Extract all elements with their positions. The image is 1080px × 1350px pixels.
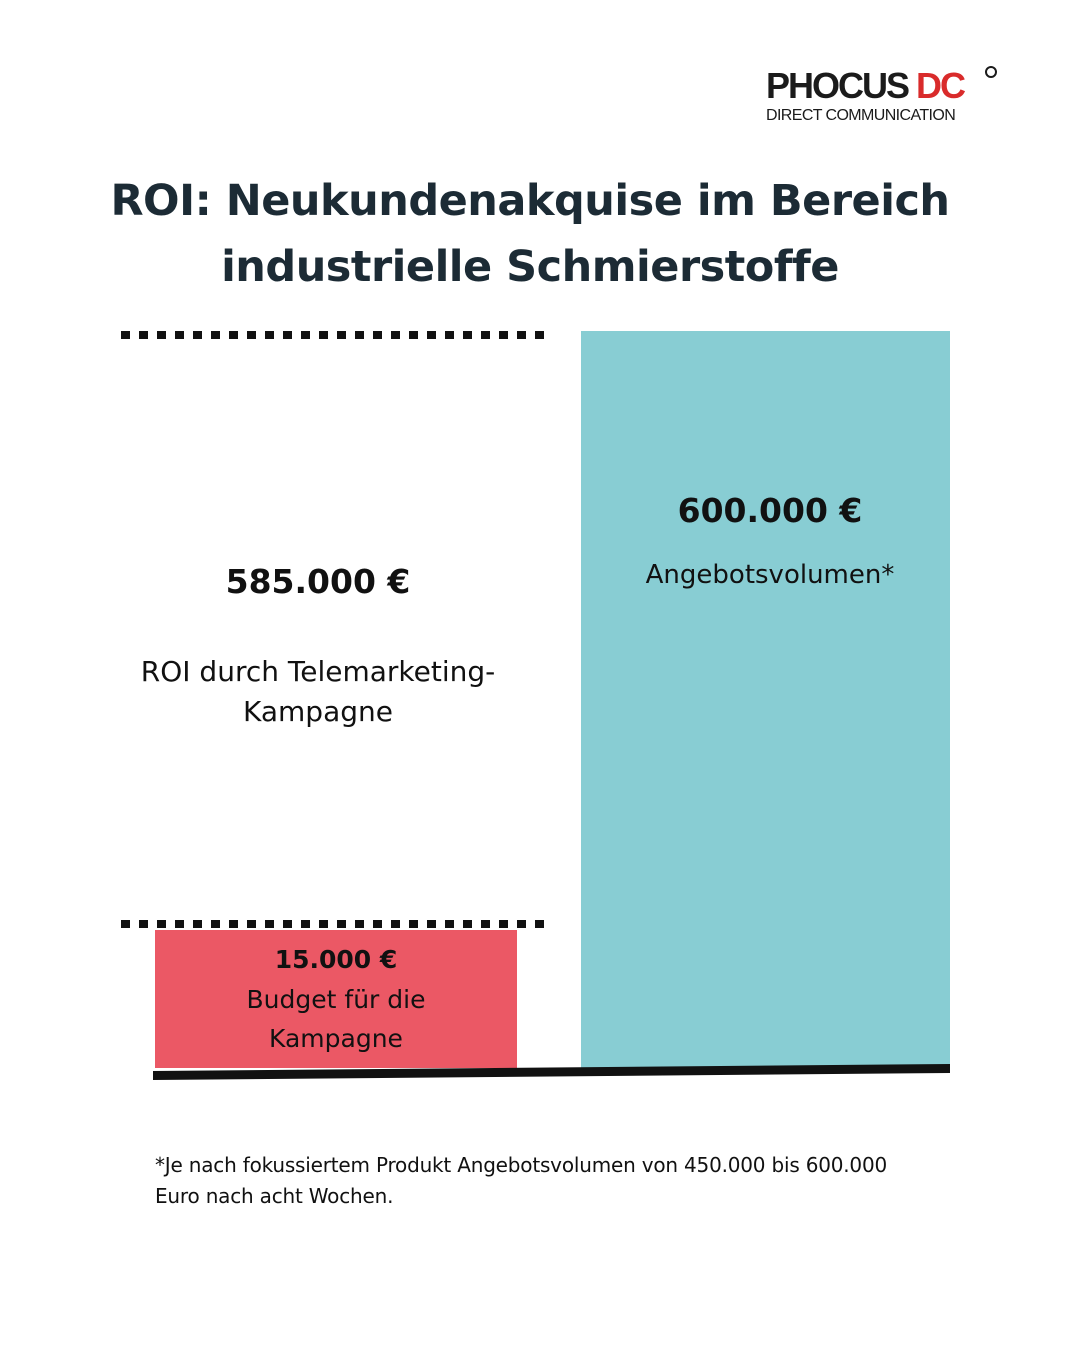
footnote-line-1: *Je nach fokussiertem Produkt Angebotsvolumen von 450.000 bis 600.000 [155,1153,888,1177]
volume-caption: Angebotsvolumen* [645,560,895,590]
footnote-line-2: Euro nach acht Wochen. [155,1184,394,1208]
logo-accent-text: DC [916,65,965,106]
roi-value-label: 585.000 € [225,562,411,601]
budget-caption-line-2: Kampagne [269,1024,403,1053]
budget-value-label: 15.000 € [274,945,398,974]
title-line-2: industrielle Schmierstoffe [221,242,839,292]
title-line-1: ROI: Neukundenakquise im Bereich [110,176,950,226]
volume-bar [581,331,950,1068]
roi-caption-line-2: Kampagne [243,695,393,728]
roi-caption-line-1: ROI durch Telemarketing- [140,655,496,688]
budget-caption-line-1: Budget für die [246,985,426,1014]
volume-value-label: 600.000 € [677,491,863,530]
footnote [155,1150,1015,1212]
logo-main-text: PHOCUS [766,65,917,106]
logo-tagline: DIRECT COMMUNICATION [766,107,956,124]
